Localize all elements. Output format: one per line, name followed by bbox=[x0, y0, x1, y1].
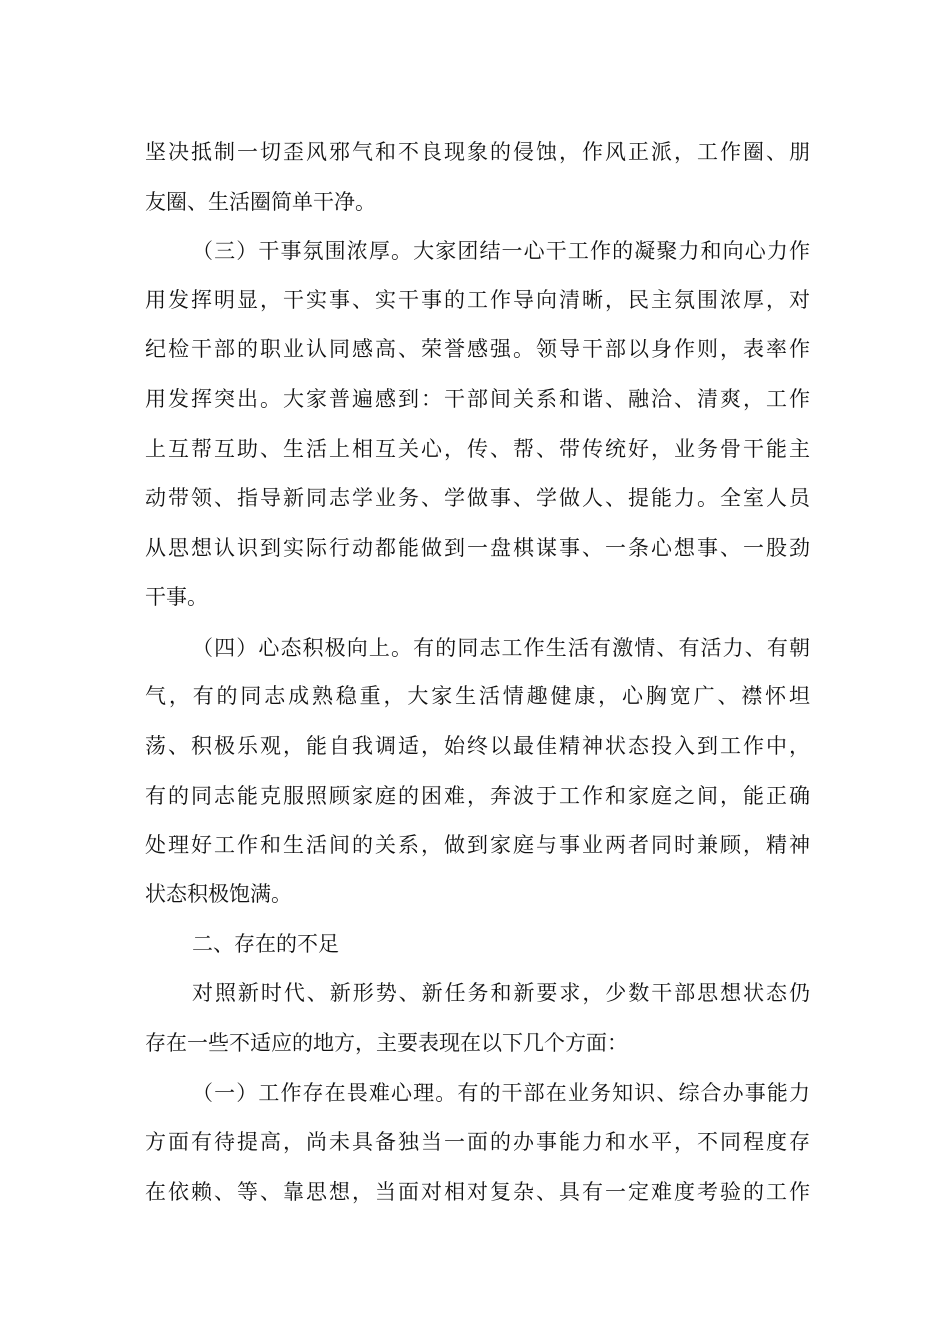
text-line-7: 上互帮互助、生活上相互关心，传、帮、带传统好，业务骨干能主 bbox=[145, 437, 810, 461]
text-line-1: 坚决抵制一切歪风邪气和不良现象的侵蚀，作风正派，工作圈、朋 bbox=[145, 140, 810, 164]
text-line-8: 动带领、指导新同志学业务、学做事、学做人、提能力。全室人员 bbox=[145, 486, 810, 510]
text-line-16: 状态积极饱满。 bbox=[145, 882, 292, 906]
text-line-21: 方面有待提高，尚未具备独当一面的办事能力和水平，不同程度存 bbox=[145, 1130, 810, 1154]
text-line-5: 纪检干部的职业认同感高、荣誉感强。领导干部以身作则，表率作 bbox=[145, 337, 810, 361]
text-line-22: 在依赖、等、靠思想，当面对相对复杂、具有一定难度考验的工作 bbox=[145, 1180, 810, 1204]
text-line-3: （三）干事氛围浓厚。大家团结一心干工作的凝聚力和向心力作 bbox=[192, 239, 810, 263]
section-heading: 二、存在的不足 bbox=[192, 932, 339, 956]
text-line-2: 友圈、生活圈简单干净。 bbox=[145, 190, 376, 214]
text-line-18: 对照新时代、新形势、新任务和新要求，少数干部思想状态仍 bbox=[192, 981, 810, 1005]
text-line-9: 从思想认识到实际行动都能做到一盘棋谋事、一条心想事、一股劲 bbox=[145, 536, 810, 560]
text-line-11: （四）心态积极向上。有的同志工作生活有激情、有活力、有朝 bbox=[192, 636, 810, 660]
text-line-6: 用发挥突出。大家普遍感到：干部间关系和谐、融洽、清爽，工作 bbox=[145, 387, 810, 411]
text-line-13: 荡、积极乐观，能自我调适，始终以最佳精神状态投入到工作中， bbox=[145, 734, 810, 758]
text-line-15: 处理好工作和生活间的关系，做到家庭与事业两者同时兼顾，精神 bbox=[145, 833, 810, 857]
text-line-4: 用发挥明显，干实事、实干事的工作导向清晰，民主氛围浓厚，对 bbox=[145, 288, 810, 312]
text-line-19: 存在一些不适应的地方，主要表现在以下几个方面： bbox=[145, 1031, 628, 1055]
text-line-12: 气，有的同志成熟稳重，大家生活情趣健康，心胸宽广、襟怀坦 bbox=[145, 684, 810, 708]
text-line-20: （一）工作存在畏难心理。有的干部在业务知识、综合办事能力 bbox=[192, 1081, 810, 1105]
text-line-14: 有的同志能克服照顾家庭的困难，奔波于工作和家庭之间，能正确 bbox=[145, 784, 810, 808]
text-line-10: 干事。 bbox=[145, 585, 208, 609]
